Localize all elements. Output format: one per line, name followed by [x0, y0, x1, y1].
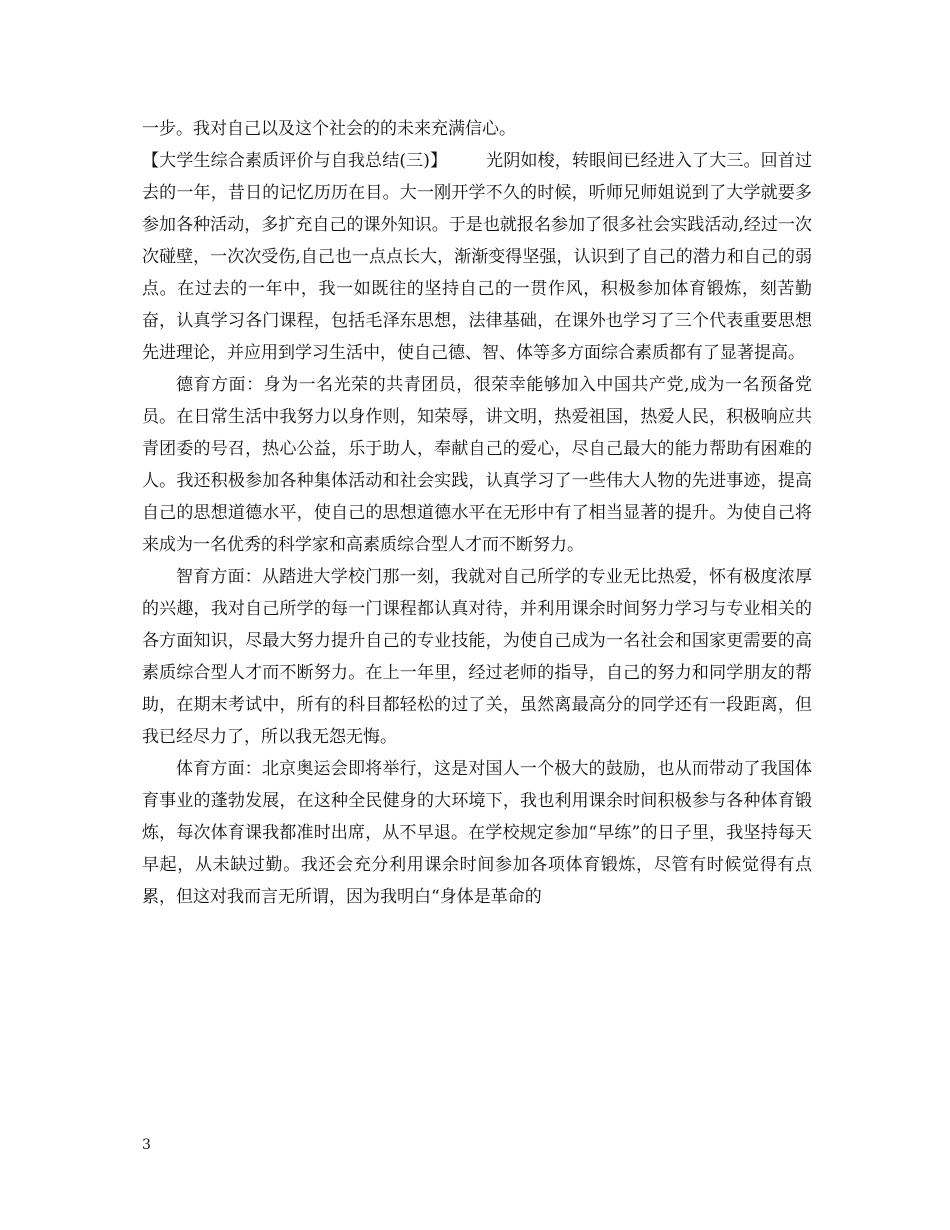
paragraph-physical-education: 体育方面：北京奥运会即将举行，这是对国人一个极大的鼓励，也从而带动了我国体育事业的蓬勃发展，在这种全民健身的大环境下，我也利用课余时间积极参与各种体育锻炼，每次体育课我都准时出席，从不早退。在学校规定参加“早练”的日子里，我坚持每天早起，从未缺过勤。我还会充分利用课余时间参加各项体育锻炼，尽管有时候觉得有点累，但这对我而言无所谓，因为我明白“身体是革命的 [142, 759, 812, 907]
paragraph-continuation: 一步。我对自己以及这个社会的的未来充满信心。 [142, 119, 516, 139]
page-number: 3 [142, 1137, 151, 1153]
document-body [142, 113, 812, 913]
paragraph-section-title-intro: 【大学生综合素质评价与自我总结(三)】 光阴如梭，转眼间已经进入了大三。回首过去的一年，昔日的记忆历历在目。大一刚开学不久的时候，听师兄师姐说到了大学就要多参加各种活动，多扩充自己的课外知识。于是也就报名参加了很多社会实践活动,经过一次次碰壁，一次次受伤,自己也一点点长大，渐渐变得坚强，认识到了自己的潜力和自己的弱点。在过去的一年中，我一如既往的坚持自己的一贯作风，积极参加体育锻炼，刻苦勤奋，认真学习各门课程，包括毛泽东思想，法律基础，在课外也学习了三个代表重要思想先进理论，并应用到学习生活中，使自己德、智、体等多方面综合素质都有了显著提高。 [142, 151, 812, 363]
paragraph-intellectual-education: 智育方面：从踏进大学校门那一刻，我就对自己所学的专业无比热爱，怀有极度浓厚的兴趣，我对自己所学的每一门课程都认真对待，并利用课余时间努力学习与专业相关的各方面知识，尽最大努力提升自己的专业技能，为使自己成为一名社会和国家更需要的高素质综合型人才而不断努力。在上一年里，经过老师的指导，自己的努力和同学朋友的帮助，在期末考试中，所有的科目都轻松的过了关，虽然离最高分的同学还有一段距离，但我已经尽力了，所以我无怨无悔。 [142, 567, 812, 747]
paragraph-moral-education: 德育方面：身为一名光荣的共青团员，很荣幸能够加入中国共产党,成为一名预备党员。在日常生活中我努力以身作则，知荣辱，讲文明，热爱祖国，热爱人民，积极响应共青团委的号召，热心公益，乐于助人，奉献自己的爱心，尽自己最大的能力帮助有困难的人。我还积极参加各种集体活动和社会实践，认真学习了一些伟大人物的先进事迹，提高自己的思想道德水平，使自己的思想道德水平在无形中有了相当显著的提升。为使自己将来成为一名优秀的科学家和高素质综合型人才而不断努力。 [142, 375, 812, 555]
